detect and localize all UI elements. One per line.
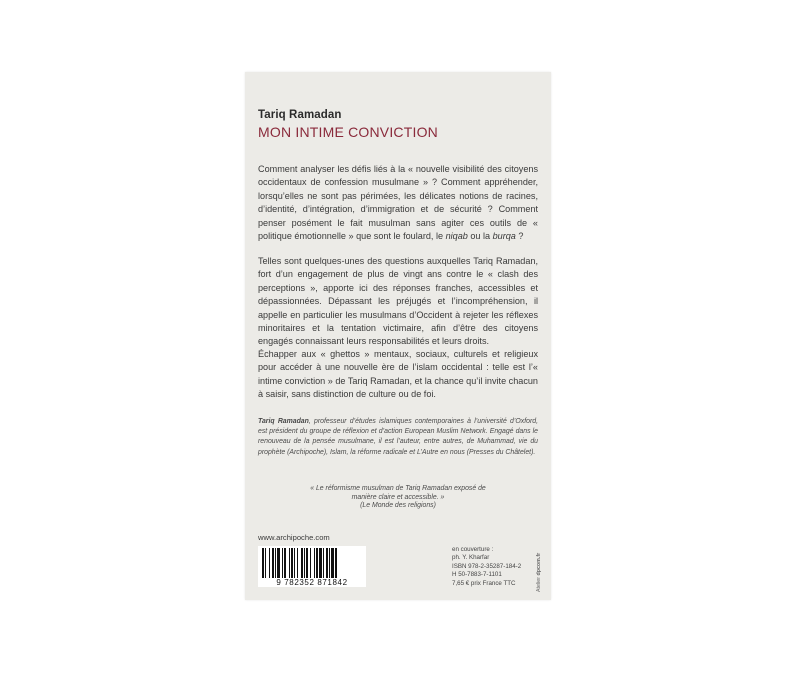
publisher-website: www.archipoche.com bbox=[258, 533, 330, 542]
barcode-digits: 9 782352 871842 bbox=[276, 578, 348, 587]
barcode-bar bbox=[265, 548, 266, 578]
author-bio bbox=[258, 417, 538, 458]
press-quote: « Le réformisme musulman de Tariq Ramadan exposé de manière claire et accessible. » bbox=[310, 485, 486, 501]
barcode-bar bbox=[310, 548, 311, 578]
barcode-bar bbox=[297, 548, 298, 578]
barcode-bar bbox=[301, 548, 303, 578]
credit-line-cover: en couverture : bbox=[452, 546, 494, 553]
barcode-bar bbox=[291, 548, 293, 578]
credit-line-photo: ph. Y. Kharfar bbox=[452, 554, 490, 562]
barcode-bar bbox=[275, 548, 276, 578]
bio-author-name: Tariq Ramadan bbox=[258, 418, 309, 425]
blurb-text: ou la bbox=[467, 231, 493, 242]
barcode-bar bbox=[316, 548, 318, 578]
blurb-text: Comment analyser les défis liés à la « nouvelle visibilité des citoyens occidentaux de confession musulmane » ? Comment appréhender, lorsqu’elles ne sont pas périmées, les délicates notions de racines, d’identité, d’intégration, d’immigration et de sécurité ? Comment penser posément le fait musulman sans agiter ces outils de « politique émotionnelle » que sont le foulard, le bbox=[258, 164, 538, 242]
book-title: MON INTIME CONVICTION bbox=[258, 124, 438, 140]
blurb-italic: burqa bbox=[492, 231, 516, 242]
barcode-bar bbox=[282, 548, 283, 578]
press-quote-source: (Le Monde des religions) bbox=[360, 502, 436, 509]
credits-block bbox=[452, 546, 538, 588]
credit-line-price: 7,65 € prix France TTC bbox=[452, 579, 516, 587]
barcode-bar bbox=[314, 548, 315, 578]
barcode-bar bbox=[329, 548, 330, 578]
design-credit-prefix: Atelier bbox=[536, 575, 542, 592]
barcode-bar bbox=[269, 548, 270, 578]
barcode-bar bbox=[304, 548, 305, 578]
blurb-italic: niqab bbox=[445, 231, 468, 242]
barcode-bar bbox=[294, 548, 295, 578]
barcode-bar bbox=[331, 548, 334, 578]
blurb-paragraph-1 bbox=[258, 163, 538, 243]
bio-text: , professeur d’études islamiques contemporaines à l’université d’Oxford, est président du groupe de réflexion et d’action European Muslim Network. Engagé dans le renouveau de la pensée musulmane, il est l’auteur, entre autres, de Muhammad, vie du prophète (Archipoche), Islam, la réforme radicale et L’Autre en nous (Presses du Châtelet). bbox=[258, 418, 538, 456]
barcode-bar bbox=[284, 548, 286, 578]
barcode-bar bbox=[289, 548, 290, 578]
blurb-paragraph-2: Telles sont quelques-unes des questions auxquelles Tariq Ramadan, fort d’un engagement de plus de vingt ans contre le « clash des perceptions », apporte ici des réponses franches, accessibles et dépassionnées. Dépassant les préjugés et l’incompréhension, il appelle en particulier les musulmans d’Occident à rejeter les réflexes minoritaires et la tentation victimaire, afin d’être des citoyens engagés connaissant leurs responsabilités et leurs droits. bbox=[258, 256, 538, 347]
credit-line-code: H 50-7883-7-1101 bbox=[452, 571, 502, 579]
author-name: Tariq Ramadan bbox=[258, 109, 342, 121]
barcode-bar bbox=[306, 548, 308, 578]
barcode-bar bbox=[277, 548, 280, 578]
blurb-text: ? bbox=[515, 231, 524, 242]
barcode-bar bbox=[262, 548, 264, 578]
barcode-bar bbox=[319, 548, 322, 578]
barcode bbox=[258, 546, 366, 587]
barcode-bar bbox=[335, 548, 337, 578]
blurb-paragraph-3: Échapper aux « ghettos » mentaux, sociaux, culturels et religieux pour accéder à une nouvelle ère de l’islam occidental : telle est l’« intime conviction » de Tariq Ramadan, et la chance qu’il invite chacun à saisir, sans distinction de culture ou de foi. bbox=[258, 349, 538, 400]
barcode-bar bbox=[323, 548, 324, 578]
barcode-bar bbox=[326, 548, 328, 578]
design-credit-brand: dpcom.fr bbox=[536, 552, 542, 576]
barcode-bars bbox=[262, 548, 362, 578]
barcode-bar bbox=[272, 548, 274, 578]
design-credit bbox=[536, 553, 542, 592]
credit-line-isbn: ISBN 978-2-35287-184-2 bbox=[452, 562, 522, 570]
